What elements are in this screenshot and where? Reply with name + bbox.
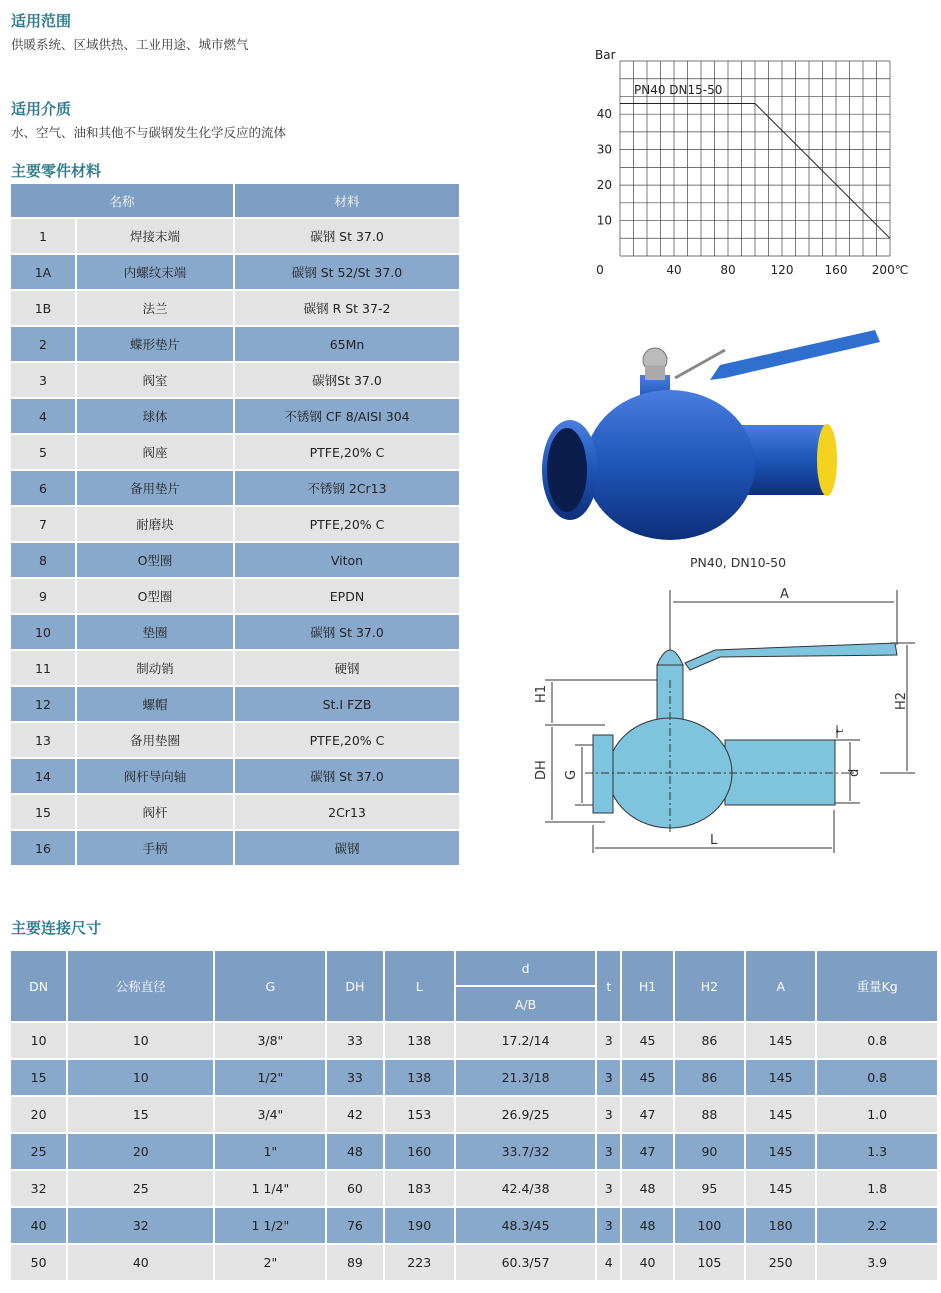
part-name: O型圈 xyxy=(77,543,233,577)
x-tick-label: 40 xyxy=(666,263,682,277)
part-no: 2 xyxy=(11,327,75,361)
valve-photo xyxy=(535,320,885,550)
dims-cell-a: 145 xyxy=(746,1023,815,1058)
dims-cell-nominal: 20 xyxy=(68,1134,213,1169)
label-L: L xyxy=(710,833,718,848)
dims-header-ab: A/B xyxy=(456,987,595,1021)
dims-cell-nominal: 10 xyxy=(68,1060,213,1095)
part-no: 5 xyxy=(11,435,75,469)
dims-cell-t: 4 xyxy=(597,1245,620,1280)
dims-cell-h2: 95 xyxy=(675,1171,744,1206)
y-tick-label: 40 xyxy=(596,107,612,122)
dims-cell-dn: 20 xyxy=(11,1097,66,1132)
dims-cell-h1: 45 xyxy=(622,1023,672,1058)
x-tick-label: 80 xyxy=(720,263,736,277)
part-material: Viton xyxy=(235,543,459,577)
dims-cell-h1: 45 xyxy=(622,1060,672,1095)
dims-cell-h2: 100 xyxy=(675,1208,744,1243)
label-G: G xyxy=(564,769,579,780)
dims-cell-ab: 42.4/38 xyxy=(456,1171,595,1206)
dims-row xyxy=(11,1171,937,1206)
dims-title: 主要连接尺寸 xyxy=(11,919,102,937)
parts-header-material: 材料 xyxy=(235,184,459,217)
dims-cell-a: 145 xyxy=(746,1060,815,1095)
dims-row xyxy=(11,1060,937,1095)
dims-row xyxy=(11,1134,937,1169)
dims-cell-weight: 0.8 xyxy=(817,1060,937,1095)
dims-cell-weight: 1.0 xyxy=(817,1097,937,1132)
medium-text: 水、空气、油和其他不与碳钢发生化学反应的流体 xyxy=(11,125,287,140)
part-name: 耐磨块 xyxy=(77,507,233,541)
parts-row xyxy=(11,255,459,289)
dims-cell-nominal: 15 xyxy=(68,1097,213,1132)
part-name: 备用垫圈 xyxy=(77,723,233,757)
dims-cell-a: 145 xyxy=(746,1171,815,1206)
part-no: 3 xyxy=(11,363,75,397)
dims-cell-a: 250 xyxy=(746,1245,815,1280)
dims-cell-a: 145 xyxy=(746,1097,815,1132)
dims-row xyxy=(11,1245,937,1280)
dims-cell-l: 183 xyxy=(385,1171,454,1206)
dims-cell-h2: 88 xyxy=(675,1097,744,1132)
label-A: A xyxy=(780,587,789,602)
dims-cell-t: 3 xyxy=(597,1171,620,1206)
part-name: 球体 xyxy=(77,399,233,433)
x-tick-label: 0 xyxy=(596,263,604,277)
x-tick-label: 120 xyxy=(770,263,794,277)
parts-table xyxy=(9,182,461,867)
dims-cell-dh: 89 xyxy=(327,1245,382,1280)
dims-cell-t: 3 xyxy=(597,1134,620,1169)
part-no: 1 xyxy=(11,219,75,253)
part-name: 阀杆 xyxy=(77,795,233,829)
part-material: EPDN xyxy=(235,579,459,613)
part-no: 1A xyxy=(11,255,75,289)
dims-header-h1: H1 xyxy=(622,951,672,1021)
dims-cell-g: 3/4" xyxy=(215,1097,325,1132)
dims-cell-g: 3/8" xyxy=(215,1023,325,1058)
part-no: 6 xyxy=(11,471,75,505)
dims-cell-t: 3 xyxy=(597,1208,620,1243)
part-name: 手柄 xyxy=(77,831,233,865)
dims-cell-weight: 3.9 xyxy=(817,1245,937,1280)
part-material: 碳钢St 37.0 xyxy=(235,363,459,397)
label-t: t xyxy=(835,729,846,733)
chart-annotation: PN40 DN15-50 xyxy=(634,83,723,97)
part-no: 4 xyxy=(11,399,75,433)
dims-header-t: t xyxy=(597,951,620,1021)
part-name: 螺帽 xyxy=(77,687,233,721)
dims-header-h2: H2 xyxy=(675,951,744,1021)
part-no: 15 xyxy=(11,795,75,829)
parts-row xyxy=(11,687,459,721)
dims-cell-h1: 47 xyxy=(622,1134,672,1169)
dims-cell-weight: 0.8 xyxy=(817,1023,937,1058)
dims-cell-dh: 60 xyxy=(327,1171,382,1206)
part-name: 内螺纹末端 xyxy=(77,255,233,289)
part-material: 不锈钢 2Cr13 xyxy=(235,471,459,505)
part-material: 碳钢 R St 37-2 xyxy=(235,291,459,325)
scope-text: 供暖系统、区域供热、工业用途、城市燃气 xyxy=(11,37,249,52)
dims-header-dh: DH xyxy=(327,951,382,1021)
dims-cell-l: 138 xyxy=(385,1023,454,1058)
scope-title: 适用范围 xyxy=(11,12,72,30)
part-name: 备用垫片 xyxy=(77,471,233,505)
part-material: 65Mn xyxy=(235,327,459,361)
dims-cell-nominal: 32 xyxy=(68,1208,213,1243)
pipe-end-yellow xyxy=(817,424,837,496)
part-material: PTFE,20% C xyxy=(235,723,459,757)
dims-row xyxy=(11,1097,937,1132)
dims-header-g: G xyxy=(215,951,325,1021)
part-name: 垫圈 xyxy=(77,615,233,649)
parts-row xyxy=(11,831,459,865)
dims-cell-dn: 15 xyxy=(11,1060,66,1095)
dims-cell-g: 1 1/4" xyxy=(215,1171,325,1206)
part-material: 碳钢 St 52/St 37.0 xyxy=(235,255,459,289)
dims-header-a: A xyxy=(746,951,815,1021)
dims-cell-ab: 17.2/14 xyxy=(456,1023,595,1058)
dims-cell-dn: 25 xyxy=(11,1134,66,1169)
dims-cell-weight: 1.8 xyxy=(817,1171,937,1206)
y-tick-label: 30 xyxy=(596,142,612,157)
label-DH: DH xyxy=(534,760,549,780)
dims-cell-dn: 32 xyxy=(11,1171,66,1206)
part-material: 碳钢 St 37.0 xyxy=(235,219,459,253)
dims-cell-dn: 10 xyxy=(11,1023,66,1058)
dims-cell-g: 2" xyxy=(215,1245,325,1280)
dims-cell-t: 3 xyxy=(597,1023,620,1058)
dims-cell-h1: 40 xyxy=(622,1245,672,1280)
valve-dimension-drawing xyxy=(525,585,925,860)
dims-header-l: L xyxy=(385,951,454,1021)
handle-lever xyxy=(710,330,880,380)
dims-cell-dh: 33 xyxy=(327,1023,382,1058)
parts-row xyxy=(11,399,459,433)
y-axis-label: Bar xyxy=(595,48,616,62)
dims-cell-weight: 1.3 xyxy=(817,1134,937,1169)
dims-cell-dn: 50 xyxy=(11,1245,66,1280)
dims-row xyxy=(11,1023,937,1058)
parts-row xyxy=(11,759,459,793)
parts-row xyxy=(11,291,459,325)
y-tick-label: 20 xyxy=(596,178,612,193)
dims-cell-l: 190 xyxy=(385,1208,454,1243)
dims-cell-h2: 105 xyxy=(675,1245,744,1280)
y-tick-label: 10 xyxy=(596,213,612,228)
part-name: 阀室 xyxy=(77,363,233,397)
dims-cell-nominal: 10 xyxy=(68,1023,213,1058)
part-no: 7 xyxy=(11,507,75,541)
parts-row xyxy=(11,579,459,613)
part-no: 8 xyxy=(11,543,75,577)
dims-cell-nominal: 25 xyxy=(68,1171,213,1206)
dims-cell-dh: 76 xyxy=(327,1208,382,1243)
dims-header-d: d xyxy=(456,951,595,985)
dims-header-weight: 重量Kg xyxy=(817,951,937,1021)
x-tick-label: 200℃ xyxy=(871,263,909,277)
dims-cell-l: 138 xyxy=(385,1060,454,1095)
dims-cell-ab: 48.3/45 xyxy=(456,1208,595,1243)
dims-cell-h2: 86 xyxy=(675,1023,744,1058)
parts-header-name: 名称 xyxy=(11,184,233,217)
dims-cell-h2: 86 xyxy=(675,1060,744,1095)
part-material: PTFE,20% C xyxy=(235,435,459,469)
part-material: St.I FZB xyxy=(235,687,459,721)
part-material: PTFE,20% C xyxy=(235,507,459,541)
part-no: 13 xyxy=(11,723,75,757)
part-material: 不锈钢 CF 8/AISI 304 xyxy=(235,399,459,433)
pressure-temperature-chart xyxy=(590,45,925,290)
dims-cell-h1: 48 xyxy=(622,1208,672,1243)
part-material: 2Cr13 xyxy=(235,795,459,829)
x-tick-label: 160 xyxy=(824,263,848,277)
part-material: 碳钢 St 37.0 xyxy=(235,759,459,793)
parts-row xyxy=(11,471,459,505)
dims-cell-a: 145 xyxy=(746,1134,815,1169)
dims-cell-dn: 40 xyxy=(11,1208,66,1243)
dims-cell-l: 160 xyxy=(385,1134,454,1169)
parts-row xyxy=(11,327,459,361)
part-no: 16 xyxy=(11,831,75,865)
parts-row xyxy=(11,723,459,757)
dims-cell-a: 180 xyxy=(746,1208,815,1243)
parts-row xyxy=(11,615,459,649)
dims-header-dn: DN xyxy=(11,951,66,1021)
medium-title: 适用介质 xyxy=(11,100,72,118)
dims-cell-g: 1 1/2" xyxy=(215,1208,325,1243)
dims-cell-h2: 90 xyxy=(675,1134,744,1169)
dims-cell-h1: 47 xyxy=(622,1097,672,1132)
parts-row xyxy=(11,651,459,685)
dims-cell-dh: 33 xyxy=(327,1060,382,1095)
dims-table xyxy=(9,949,939,1282)
dims-cell-dh: 48 xyxy=(327,1134,382,1169)
part-no: 9 xyxy=(11,579,75,613)
label-d: d xyxy=(847,768,862,777)
parts-row xyxy=(11,363,459,397)
part-no: 11 xyxy=(11,651,75,685)
part-material: 碳钢 xyxy=(235,831,459,865)
part-no: 12 xyxy=(11,687,75,721)
dims-cell-g: 1/2" xyxy=(215,1060,325,1095)
part-material: 碳钢 St 37.0 xyxy=(235,615,459,649)
part-name: 焊接末端 xyxy=(77,219,233,253)
part-name: 阀杆导向轴 xyxy=(77,759,233,793)
dims-cell-g: 1" xyxy=(215,1134,325,1169)
parts-row xyxy=(11,507,459,541)
part-no: 14 xyxy=(11,759,75,793)
part-no: 1B xyxy=(11,291,75,325)
label-H1: H1 xyxy=(534,684,549,703)
dims-cell-dh: 42 xyxy=(327,1097,382,1132)
part-name: 蝶形垫片 xyxy=(77,327,233,361)
dims-cell-l: 153 xyxy=(385,1097,454,1132)
dims-cell-ab: 21.3/18 xyxy=(456,1060,595,1095)
dims-header-nominal: 公称直径 xyxy=(68,951,213,1021)
parts-row xyxy=(11,795,459,829)
photo-caption: PN40, DN10-50 xyxy=(690,555,787,570)
dims-cell-t: 3 xyxy=(597,1097,620,1132)
dims-cell-nominal: 40 xyxy=(68,1245,213,1280)
parts-row xyxy=(11,543,459,577)
part-name: O型圈 xyxy=(77,579,233,613)
dims-cell-h1: 48 xyxy=(622,1171,672,1206)
part-name: 阀座 xyxy=(77,435,233,469)
part-name: 制动销 xyxy=(77,651,233,685)
parts-row xyxy=(11,435,459,469)
part-name: 法兰 xyxy=(77,291,233,325)
dims-cell-weight: 2.2 xyxy=(817,1208,937,1243)
dims-cell-l: 223 xyxy=(385,1245,454,1280)
dims-cell-ab: 26.9/25 xyxy=(456,1097,595,1132)
parts-title: 主要零件材料 xyxy=(11,162,102,180)
label-H2: H2 xyxy=(894,691,909,710)
part-material: 硬钢 xyxy=(235,651,459,685)
dims-cell-ab: 60.3/57 xyxy=(456,1245,595,1280)
parts-row xyxy=(11,219,459,253)
dims-cell-ab: 33.7/32 xyxy=(456,1134,595,1169)
dims-row xyxy=(11,1208,937,1243)
dims-cell-t: 3 xyxy=(597,1060,620,1095)
part-no: 10 xyxy=(11,615,75,649)
